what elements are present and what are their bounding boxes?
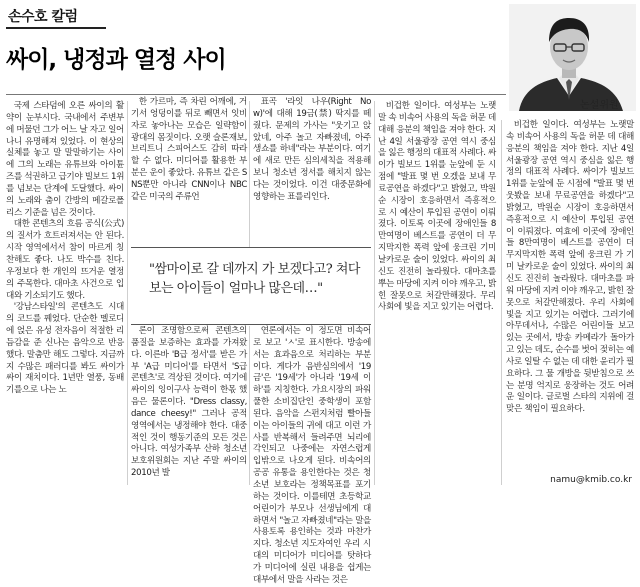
author-photo xyxy=(509,4,636,111)
author-portrait-icon xyxy=(509,4,636,111)
body-column-2-top xyxy=(131,97,247,249)
column-divider xyxy=(249,101,250,247)
column-divider xyxy=(249,326,250,485)
headline: 싸이, 냉정과 열정 사이 xyxy=(6,47,226,73)
paragraph: 론이 조명함으로써 콘텐츠의 품질을 보증하는 효과를 가져왔다. 이른바 'B급 정서'를 받은 가부 'A급 미디어'를 타면서 'S급 콘텐츠'로 격상된 것이다. 여기에 싸이의 잉이구사 능력이 한몫 했음은 물론이다. "Dress classy, dance cheesy!" 그러나 공적 영역에서는 냉정해야 한다. 대중적인 것이 행동기준의 모든 것은 아니다. 여성가족부 산하 청소년보호위원회는 지난 주말 싸이의 2010년 발 xyxy=(131,326,247,479)
column-kicker: 손수호 칼럼 xyxy=(8,9,78,25)
body-column-1 xyxy=(6,101,124,485)
body-column-5 xyxy=(506,120,634,468)
column-divider xyxy=(127,101,128,485)
column-divider xyxy=(501,120,502,485)
paragraph: 비겁한 일이다. 여성부는 노랫말 속 비속어 사용의 독을 허문 데 대해 응분의 책임을 져야 한다. 지난 4일 서울광장 공연 역시 중심을 잃은 행정의 대표적 사례다. 싸이가 빌보드 1위를 눈앞에 둔 시점에 "발표 몇 번 오겠을 보내 무료공연을 하겠다"고 밝혔고, 박원순 시장이 호응하면서 즉흥적으로 시 예산이 투입된 공연이 이뤄졌다. 이토록 이곳에 장애인들 8만여명이 베스트를 공연이 더 무지막지한 폭력 앞에 웅크린 기미 날카로운 술이 있었다. 싸이의 최신도 진전히 놀라웠다. 대마초를 뿌는 마당에 지켜 이야 깨우고, 밝힌 잘못으로 처갈만해졌다. 무리 사회에 빛을 지고 있기는 어렵다. xyxy=(378,101,496,313)
body-column-2-bottom xyxy=(131,326,247,486)
paragraph: 비겁한 일이다. 여성부는 노랫말 속 비속어 사용의 독을 허문 데 대해 응분의 책임을 져야 한다. 지난 4일 서울광장 공연 역시 중심을 잃은 행정의 대표적 사례다. 싸이가 빌보드 1위를 눈앞에 둔 시점에 "발표 몇 번 웃봤을 보내 무료공연을 하겠다"고 밝혔고, 박원순 시장이 호응하면서 즉흥적으로 시 예산이 투입된 공연이 이뤄졌다. 여효에 이곳에 장애인들 8만여명이 베스트를 공연이 더 무지막지한 폭력 앞에 웅크린 가 기미 날카로운 술이 있었다. 싸이의 최신도 진진히 놀라웠다. 대마초를 파워 마당에 지켜 이야 깨우고, 밝힌 잘못으로 처갈만해졌다. 우리 사회에 빛을 지고 있기는 어렵다. 그러기에 아무데서나, 수많은 어린이들 보고 있는 곳에서, 방송 카메라가 돌아가고 있는 데도, 순수를 벗어 젖히는 예사로 일탈 수 없는 데 대한 윤리가 필요하다. 그 물 개방을 뒷받침으로 쓰는 분명 억지로 웅장하는 것도 어려운 일이다. 글로벌 스타의 지위에 걸맞은 책임이 필요하다. xyxy=(506,120,634,415)
paragraph: 연론에서는 이 정도면 비속어로 보고 'ㅅ'로 표시한다. 방송에서는 효과음으로 처리하는 부분이다. 게다가 음반심의에서 '19금'은 '19세'가 아니라 '19세 이하'를 지칭한다. 가요시장의 파워풀한 소비집단인 중학생이 포함된다. 음악을 스펀지처럼 빨아들이는 아이들의 귀에 대고 이런 가사를 반복해서 들려주면 뇌리에 각인되고 나중에는 자연스럽게 입밖으로 나오게 된다. 비속어의 공공 유통을 용인한다는 것은 청소년 보호라는 정책목표를 포기하는 것이다. 이를테면 초등학교 어린이가 부모나 선생님에게 대하면서 "놀고 자빠졌네"라는 말을 사용토록 용인하는 것과 마찬가지다. 청소년 지도자여인 우리 시대의 미디어가 미디어를 탓하다가 미디어에 실린 내용을 쉽게는 대부에서 말을 사라는 것은 xyxy=(253,326,371,585)
paragraph: 한 가르마, 즉 차린 어깨에, 거기서 엉덩이를 뒤로 빼면서 잇비자로 놓아나는 모습은 일략함이 광대의 몸짓이다. 오랫 슬론재보, 브리트니 스피어스도 감히 따라할 수 없다. 미디어를 활용한 부분은 운이 좋았다. 유튜브 같은 SNS뿐만 아니라 CNN이나 NBC 같은 미국의 주류언 xyxy=(131,97,247,202)
author-email[interactable]: namu@kmib.co.kr xyxy=(550,475,632,485)
author-byline: 논설위원 xyxy=(580,100,619,111)
paragraph: 표곡 '라잇 나우(Right Now)'에 대해 19금(禁) 딱지를 떼 줬다. 문제의 가사는 "웃기고 앉았네, 아주 놀고 자빠졌네, 아주 생쇼를 하네"라는 부분이다. 여기에 새로 만든 심의세칙을 적용해 보니 청소년 정서를 해치지 않는다는 것이었다. 이건 대중문화에 영향하는 표를리인다. xyxy=(253,97,371,202)
paragraph: '강남스타일'의 콘텐츠도 시대의 코드를 꿰었다. 단순한 멜로디에 얹은 유성 전자음이 적절한 리듬감을 준 신나는 음악으로 반응했다. 말춤만 해도 그렇다. 지금까지 수많은 패러디를 봐도 싸이가 싸이 재치이다. 1년만 열풍, 동배기를으로 나는 노 xyxy=(6,302,124,396)
paragraph: 국제 스타덤에 오른 싸이의 활약이 눈부시다. 국내에서 주변부에 머물던 그가 어느 날 자고 일어나니 유명해져 있었다. 이 현상의 실체를 놓고 말 말말하기는 사이에 그의 노래는 유튜브와 아이튠즈를 석권하고 급기야 빌보드 1위를 넘보는 단계에 도달했다. 싸이의 노래와 춤이 간방의 메갈로폴리스 기준을 넘은 것이다. xyxy=(6,101,125,218)
kicker-underline xyxy=(6,27,106,29)
body-column-3-top xyxy=(253,97,371,249)
body-column-4 xyxy=(378,101,496,485)
paragraph: 대한 콘텐츠의 흐름 공식(公式)의 질서가 흐트러져서는 안 된다. 시작 영역에서서 참이 마르게 칭찬해도 좋다. 나도 박수를 친다. 우정보다 한 개인의 뜨거운 열정의 주목한다. 대마초 사건으로 입대와 기소되기도 했다. xyxy=(6,219,124,301)
pull-quote: "쌈마이로 갈 데까지 가 보겠다고? 쳐다보는 아이들이 얼마나 많은데…" xyxy=(149,262,360,296)
pull-quote-box xyxy=(131,247,371,325)
header-rule xyxy=(6,94,506,95)
body-column-3-bottom xyxy=(253,326,371,585)
column-divider xyxy=(374,101,375,485)
